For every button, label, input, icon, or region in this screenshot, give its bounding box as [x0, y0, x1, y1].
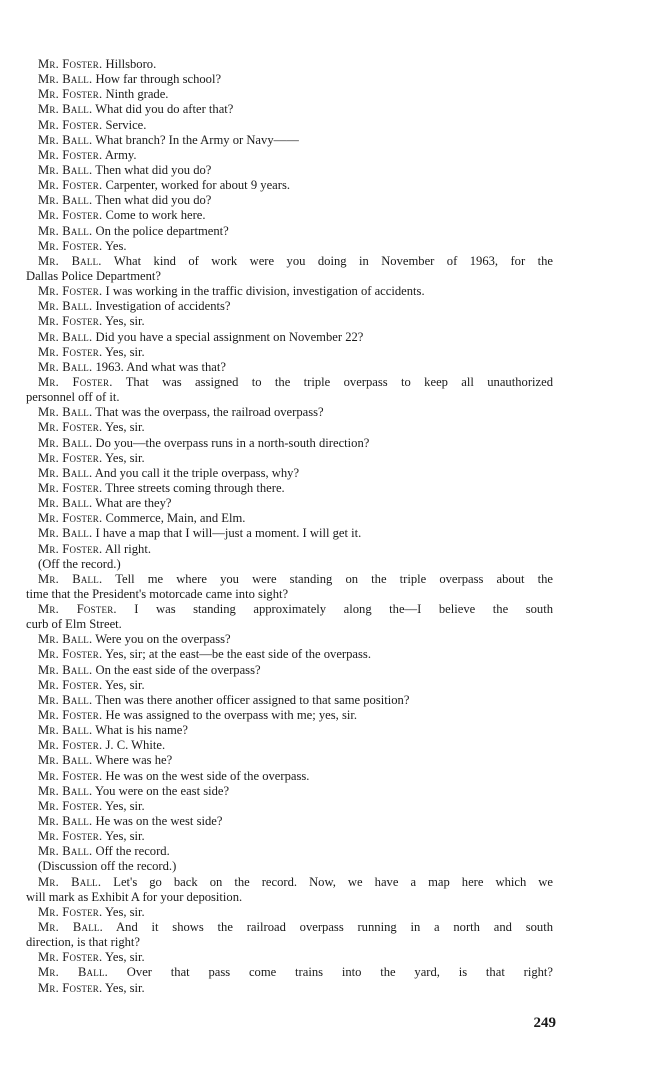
line-text: All right. — [102, 541, 151, 556]
testimony-line — [26, 436, 553, 451]
testimony-line — [26, 905, 553, 920]
speaker-name: Mr. Ball. — [38, 435, 93, 450]
testimony-line — [26, 224, 553, 239]
speaker-name: Mr. Foster. — [38, 602, 117, 617]
line-text: Yes, sir. — [102, 904, 145, 919]
testimony-line — [26, 829, 553, 844]
testimony-line — [26, 663, 553, 678]
testimony-line — [26, 178, 553, 193]
testimony-continuation-line — [26, 587, 553, 602]
line-text: Yes, sir. — [102, 420, 145, 435]
speaker-name: Mr. Foster. — [38, 208, 103, 223]
speaker-name: Mr. Ball. — [38, 359, 93, 374]
speaker-name: Mr. Foster. — [38, 420, 103, 435]
testimony-continuation-line — [26, 859, 553, 874]
testimony-line — [26, 87, 553, 102]
testimony-continuation-line — [26, 269, 553, 284]
line-text: He was on the west side of the overpass. — [102, 768, 310, 783]
speaker-name: Mr. Foster. — [38, 178, 103, 193]
line-text: Yes, sir. — [102, 980, 145, 995]
testimony-line — [26, 284, 553, 299]
testimony-line — [26, 693, 553, 708]
line-text: will mark as Exhibit A for your deposition. — [26, 889, 243, 904]
speaker-name: Mr. Ball. — [38, 723, 93, 738]
line-text: Ninth grade. — [102, 87, 169, 102]
testimony-line — [26, 723, 553, 738]
speaker-name: Mr. Foster. — [38, 450, 103, 465]
testimony-line — [26, 345, 553, 360]
testimony-line — [26, 602, 553, 617]
speaker-name: Mr. Ball. — [38, 783, 93, 798]
line-text: Tell me where you were standing on the triple overpass about the — [102, 571, 553, 586]
line-text: That was the overpass, the railroad overpass? — [92, 405, 324, 420]
speaker-name: Mr. Foster. — [38, 284, 103, 299]
testimony-line — [26, 118, 553, 133]
line-text: time that the President's motorcade came into sight? — [26, 586, 289, 601]
speaker-name: Mr. Foster. — [38, 677, 103, 692]
line-text: Off the record. — [92, 844, 170, 859]
testimony-line — [26, 981, 553, 996]
testimony-line — [26, 193, 553, 208]
line-text: Yes, sir. — [102, 450, 145, 465]
speaker-name: Mr. Foster. — [38, 768, 103, 783]
line-text: direction, is that right? — [26, 935, 141, 950]
speaker-name: Mr. Ball. — [38, 632, 93, 647]
testimony-line — [26, 814, 553, 829]
line-text: Three streets coming through there. — [102, 480, 285, 495]
line-text: What kind of work were you doing in November of 1963, for the — [101, 253, 553, 268]
line-text: Yes, sir. — [102, 798, 145, 813]
line-text: Investigation of accidents? — [92, 299, 231, 314]
line-text: And it shows the railroad overpass running in a north and south — [102, 920, 553, 935]
testimony-line — [26, 72, 553, 87]
speaker-name: Mr. Foster. — [38, 708, 103, 723]
line-text: I was working in the traffic division, investigation of accidents. — [102, 284, 425, 299]
speaker-name: Mr. Ball. — [38, 874, 102, 889]
testimony-line — [26, 451, 553, 466]
speaker-name: Mr. Ball. — [38, 102, 93, 117]
speaker-name: Mr. Ball. — [38, 571, 103, 586]
testimony-line — [26, 784, 553, 799]
testimony-line — [26, 314, 553, 329]
testimony-line — [26, 420, 553, 435]
speaker-name: Mr. Ball. — [38, 223, 93, 238]
testimony-line — [26, 965, 553, 980]
testimony-line — [26, 57, 553, 72]
line-text: Let's go back on the record. Now, we have a map here which we — [101, 874, 553, 889]
testimony-line — [26, 148, 553, 163]
speaker-name: Mr. Foster. — [38, 647, 103, 662]
testimony-line — [26, 133, 553, 148]
testimony-line — [26, 844, 553, 859]
speaker-name: Mr. Ball. — [38, 329, 93, 344]
line-text: Were you on the overpass? — [92, 632, 231, 647]
testimony-line — [26, 481, 553, 496]
line-text: What did you do after that? — [92, 102, 234, 117]
speaker-name: Mr. Foster. — [38, 147, 103, 162]
testimony-continuation-line — [26, 935, 553, 950]
testimony-line — [26, 375, 553, 390]
speaker-name: Mr. Foster. — [38, 738, 103, 753]
line-text: (Discussion off the record.) — [38, 859, 177, 874]
line-text: He was assigned to the overpass with me; yes, sir. — [102, 708, 357, 723]
speaker-name: Mr. Ball. — [38, 692, 93, 707]
speaker-name: Mr. Foster. — [38, 511, 103, 526]
line-text: Yes, sir. — [102, 677, 145, 692]
line-text: How far through school? — [92, 72, 222, 87]
speaker-name: Mr. Ball. — [38, 193, 93, 208]
line-text: What are they? — [92, 496, 172, 511]
line-text: Do you—the overpass runs in a north-south direction? — [92, 435, 370, 450]
testimony-line — [26, 239, 553, 254]
testimony-line — [26, 647, 553, 662]
testimony-line — [26, 799, 553, 814]
speaker-name: Mr. Foster. — [38, 829, 103, 844]
testimony-line — [26, 299, 553, 314]
line-text: Did you have a special assignment on November 22? — [92, 329, 364, 344]
testimony-continuation-line — [26, 617, 553, 632]
speaker-name: Mr. Ball. — [38, 526, 93, 541]
line-text: Over that pass come trains into the yard, is that right? — [108, 965, 553, 980]
speaker-name: Mr. Foster. — [38, 541, 103, 556]
page-number: 249 — [533, 1015, 556, 1031]
testimony-line — [26, 678, 553, 693]
line-text: Come to work here. — [102, 208, 206, 223]
testimony-continuation-line — [26, 390, 553, 405]
speaker-name: Mr. Ball. — [38, 814, 93, 829]
speaker-name: Mr. Ball. — [38, 753, 93, 768]
testimony-line — [26, 360, 553, 375]
line-text: I was standing approximately along the—I believe the south — [116, 602, 553, 617]
line-text: Yes, sir. — [102, 829, 145, 844]
testimony-continuation-line — [26, 557, 553, 572]
line-text: That was assigned to the triple overpass to keep all unauthorized — [112, 374, 553, 389]
speaker-name: Mr. Foster. — [38, 480, 103, 495]
speaker-name: Mr. Ball. — [38, 72, 93, 87]
testimony-line — [26, 738, 553, 753]
speaker-name: Mr. Ball. — [38, 920, 103, 935]
deposition-transcript — [26, 57, 553, 996]
speaker-name: Mr. Foster. — [38, 798, 103, 813]
testimony-line — [26, 405, 553, 420]
speaker-name: Mr. Ball. — [38, 496, 93, 511]
line-text: On the police department? — [92, 223, 229, 238]
speaker-name: Mr. Foster. — [38, 87, 103, 102]
speaker-name: Mr. Foster. — [38, 950, 103, 965]
testimony-line — [26, 208, 553, 223]
line-text: Yes, sir; at the east—be the east side of the overpass. — [102, 647, 371, 662]
testimony-line — [26, 511, 553, 526]
speaker-name: Mr. Foster. — [38, 904, 103, 919]
testimony-line — [26, 254, 553, 269]
line-text: Yes, sir. — [102, 344, 145, 359]
testimony-line — [26, 466, 553, 481]
line-text: 1963. And what was that? — [92, 359, 226, 374]
line-text: Hillsboro. — [102, 57, 157, 71]
line-text: personnel off of it. — [26, 390, 120, 405]
testimony-line — [26, 950, 553, 965]
testimony-line — [26, 632, 553, 647]
speaker-name: Mr. Ball. — [38, 965, 108, 980]
speaker-name: Mr. Ball. — [38, 844, 93, 859]
speaker-name: Mr. Ball. — [38, 162, 93, 177]
testimony-line — [26, 708, 553, 723]
speaker-name: Mr. Foster. — [38, 238, 103, 253]
speaker-name: Mr. Foster. — [38, 374, 113, 389]
line-text: (Off the record.) — [38, 556, 121, 571]
line-text: Where was he? — [92, 753, 173, 768]
line-text: He was on the west side? — [92, 814, 223, 829]
testimony-line — [26, 163, 553, 178]
line-text: Yes. — [102, 238, 127, 253]
testimony-line — [26, 875, 553, 890]
speaker-name: Mr. Foster. — [38, 344, 103, 359]
line-text: curb of Elm Street. — [26, 617, 122, 632]
testimony-line — [26, 496, 553, 511]
line-text: What branch? In the Army or Navy—— — [92, 132, 299, 147]
line-text: Carpenter, worked for about 9 years. — [102, 178, 290, 193]
line-text: Then what did you do? — [92, 193, 212, 208]
testimony-line — [26, 542, 553, 557]
line-text: I have a map that I will—just a moment. I will get it. — [92, 526, 362, 541]
line-text: What is his name? — [92, 723, 188, 738]
line-text: Then what did you do? — [92, 162, 212, 177]
testimony-line — [26, 526, 553, 541]
line-text: Service. — [102, 117, 147, 132]
speaker-name: Mr. Ball. — [38, 132, 93, 147]
line-text: Then was there another officer assigned to that same position? — [92, 692, 410, 707]
speaker-name: Mr. Foster. — [38, 117, 103, 132]
testimony-line — [26, 769, 553, 784]
line-text: Dallas Police Department? — [26, 268, 161, 283]
testimony-line — [26, 330, 553, 345]
testimony-line — [26, 572, 553, 587]
testimony-continuation-line — [26, 890, 553, 905]
line-text: On the east side of the overpass? — [92, 662, 261, 677]
speaker-name: Mr. Ball. — [38, 465, 93, 480]
speaker-name: Mr. Foster. — [38, 314, 103, 329]
speaker-name: Mr. Ball. — [38, 405, 93, 420]
line-text: Yes, sir. — [102, 950, 145, 965]
line-text: Commerce, Main, and Elm. — [102, 511, 246, 526]
testimony-line — [26, 102, 553, 117]
line-text: You were on the east side? — [92, 783, 230, 798]
speaker-name: Mr. Ball. — [38, 299, 93, 314]
line-text: Army. — [102, 147, 137, 162]
line-text: Yes, sir. — [102, 314, 145, 329]
speaker-name: Mr. Ball. — [38, 253, 102, 268]
speaker-name: Mr. Foster. — [38, 980, 103, 995]
testimony-line — [26, 753, 553, 768]
line-text: J. C. White. — [102, 738, 166, 753]
testimony-line — [26, 920, 553, 935]
line-text: And you call it the triple overpass, why? — [92, 465, 300, 480]
speaker-name: Mr. Ball. — [38, 662, 93, 677]
speaker-name: Mr. Foster. — [38, 57, 103, 71]
